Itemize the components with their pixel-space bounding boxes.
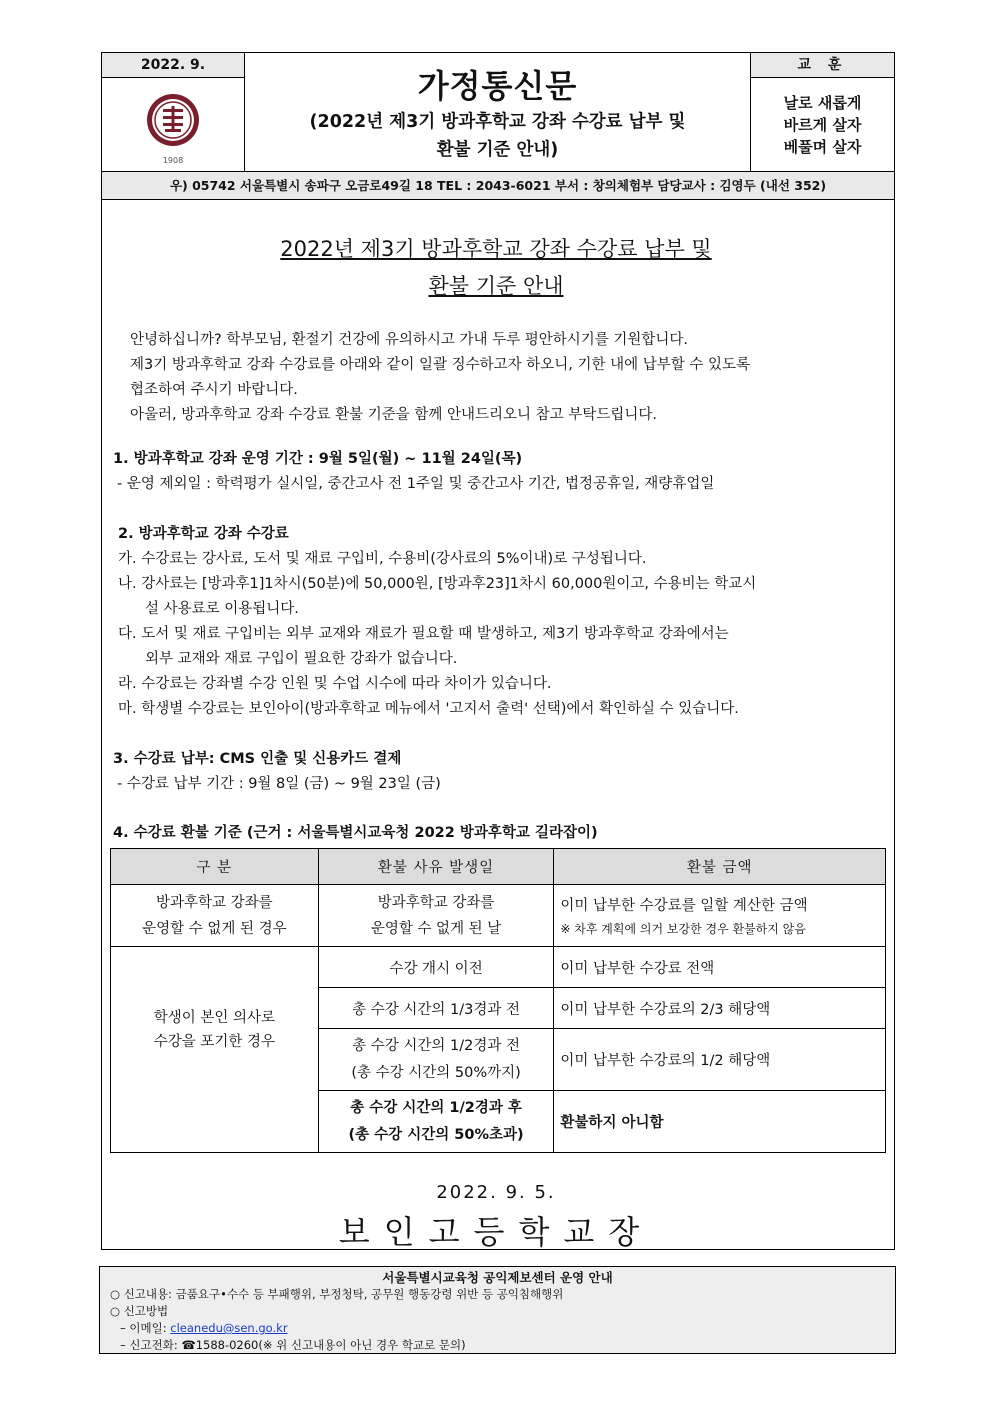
school-address-bar: 우) 05742 서울특별시 송파구 오금로49길 18 TEL : 2043-6021 부서 : 창의체험부 담당교사 : 김영두 (내선 352) [102, 171, 894, 199]
whistleblower-notice [99, 1266, 896, 1354]
row1-occurrence [318, 885, 554, 947]
header-category: 구 분 [111, 849, 319, 885]
section-2-item-ga: 가. 수강료는 강사료, 도서 및 재료 구입비, 수용비(강사료의 5%이내)로 구성됩니다. [118, 551, 647, 567]
row2d-amount: 환불하지 아니함 [554, 1091, 886, 1153]
table-header-row [111, 849, 886, 885]
row2d-occurrence [318, 1091, 554, 1153]
section-4-title: 4. 수강료 환불 기준 (근거 : 서울특별시교육청 2022 방과후학교 길라잡이) [113, 825, 598, 841]
row1-occurrence-line-2: 운영할 수 없게 된 날 [370, 920, 502, 937]
header-left-panel [102, 53, 245, 171]
row1-amount [554, 885, 886, 947]
section-2-item-na-cont: 설 사용료로 이용됩니다. [145, 601, 299, 617]
table-row [111, 947, 886, 988]
section-3-title: 3. 수강료 납부: CMS 인출 및 신용카드 결제 [113, 751, 402, 767]
newsletter-subtitle-2: 환불 기준 안내) [436, 140, 559, 160]
section-1-line: - 운영 제외일 : 학력평가 실시일, 중간고사 전 1주일 및 중간고사 기간, 법정공휴일, 재량휴업일 [117, 476, 715, 492]
signature-date: 2022. 9. 5. [436, 1182, 556, 1203]
row2-category [111, 947, 319, 1153]
intro-line-3: 협조하여 주시기 바랍니다. [130, 382, 298, 398]
row2d-occurrence-line-2: (총 수강 시간의 50%초과) [348, 1126, 524, 1143]
newsletter-subtitle-1: (2022년 제3기 방과후학교 강좌 수강료 납부 및 [309, 112, 686, 132]
newsletter-header [101, 52, 895, 200]
row2c-amount: 이미 납부한 수강료의 1/2 해당액 [554, 1029, 886, 1091]
school-emblem-icon [143, 92, 203, 158]
intro-line-1: 안녕하십니까? 학부모님, 환절기 건강에 유의하시고 가내 두루 평안하시기를 기원합니다. [130, 332, 689, 348]
email-label: – 이메일: [120, 1321, 171, 1335]
section-2-item-ma: 마. 학생별 수강료는 보인아이(방과후학교 메뉴에서 '고지서 출력' 선택)에서 확인하실 수 있습니다. [118, 701, 739, 717]
row1-category [111, 885, 319, 947]
header-amount: 환불 금액 [554, 849, 886, 885]
motto-line-3: 베풀며 살자 [783, 138, 862, 156]
section-3-line: - 수강료 납부 기간 : 9월 8일 (금) ~ 9월 23일 (금) [117, 776, 441, 792]
motto-line-2: 바르게 살자 [783, 116, 862, 134]
row2c-occurrence-line-1: 총 수강 시간의 1/2경과 전 [352, 1037, 520, 1054]
notice-email-row [100, 1320, 895, 1337]
section-2-item-ra: 라. 수강료는 강좌별 수강 인원 및 수업 시수에 따라 차이가 있습니다. [118, 676, 552, 692]
header-title-block [245, 53, 750, 171]
notice-line-content: ○ 신고내용: 금품요구•수수 등 부패행위, 부정청탁, 공무원 행동강령 위반 등 공익침해행위 [110, 1287, 564, 1301]
row1-occurrence-line-1: 방과후학교 강좌를 [377, 894, 495, 911]
row1-category-line-1: 방과후학교 강좌를 [156, 894, 273, 911]
school-logo [102, 92, 244, 165]
logo-year: 1908 [162, 156, 184, 165]
intro-line-2: 제3기 방과후학교 강좌 수강료를 아래와 같이 일괄 징수하고자 하오니, 기한 내에 납부할 수 있도록 [130, 357, 751, 373]
notice-title: 서울특별시교육청 공익제보센터 운영 안내 [382, 1270, 613, 1285]
header-occurrence: 환불 사유 발생일 [318, 849, 554, 885]
refund-table [110, 848, 886, 1153]
table-row [111, 885, 886, 947]
row2a-occurrence: 수강 개시 이전 [318, 947, 554, 988]
row1-category-line-2: 운영할 수 없게 된 경우 [142, 920, 287, 937]
document-title-2: 환불 기준 안내 [428, 274, 564, 298]
document-title-1: 2022년 제3기 방과후학교 강좌 수강료 납부 및 [280, 237, 712, 261]
row2b-occurrence: 총 수강 시간의 1/3경과 전 [318, 988, 554, 1029]
row2d-occurrence-line-1: 총 수강 시간의 1/2경과 후 [350, 1099, 522, 1116]
motto-line-1: 날로 새롭게 [783, 94, 862, 112]
email-link[interactable]: cleanedu@sen.go.kr [170, 1321, 288, 1335]
signature-principal: 보인고등학교장 [338, 1213, 654, 1251]
row2-category-line-1: 학생이 본인 의사로 [153, 1009, 275, 1026]
issue-date: 2022. 9. [102, 53, 244, 78]
newsletter-title: 가정통신문 [417, 67, 578, 105]
row1-amount-note: ※ 차후 계획에 의거 보강한 경우 환불하지 않음 [560, 921, 806, 936]
intro-line-4: 아울러, 방과후학교 강좌 수강료 환불 기준을 함께 안내드리오니 참고 부탁드립니다. [130, 407, 657, 423]
notice-phone-row: – 신고전화: ☎1588-0260(※ 위 신고내용이 아닌 경우 학교로 문의) [120, 1338, 466, 1352]
row2-category-line-2: 수강을 포기한 경우 [153, 1033, 275, 1050]
notice-line-method: ○ 신고방법 [110, 1304, 169, 1318]
section-1-title: 1. 방과후학교 강좌 운영 기간 : 9월 5일(월) ~ 11월 24일(목) [113, 451, 523, 467]
section-2-item-da-cont: 외부 교재와 재료 구입이 필요한 강좌가 없습니다. [145, 651, 458, 667]
row1-amount-text: 이미 납부한 수강료를 일할 계산한 금액 [560, 897, 808, 914]
row2c-occurrence-line-2: (총 수강 시간의 50%까지) [351, 1064, 521, 1081]
row2a-amount: 이미 납부한 수강료 전액 [554, 947, 886, 988]
motto-label: 교 훈 [751, 53, 894, 78]
section-2-title: 2. 방과후학교 강좌 수강료 [118, 526, 289, 542]
section-2-item-na: 나. 강사료는 [방과후1]1차시(50분)에 50,000원, [방과후23]1차시 60,000원이고, 수용비는 학교시 [118, 576, 757, 592]
header-motto-panel [750, 53, 894, 171]
row2c-occurrence [318, 1029, 554, 1091]
row2b-amount: 이미 납부한 수강료의 2/3 해당액 [554, 988, 886, 1029]
section-2-item-da: 다. 도서 및 재료 구입비는 외부 교재와 재료가 필요할 때 발생하고, 제3기 방과후학교 강좌에서는 [118, 626, 729, 642]
